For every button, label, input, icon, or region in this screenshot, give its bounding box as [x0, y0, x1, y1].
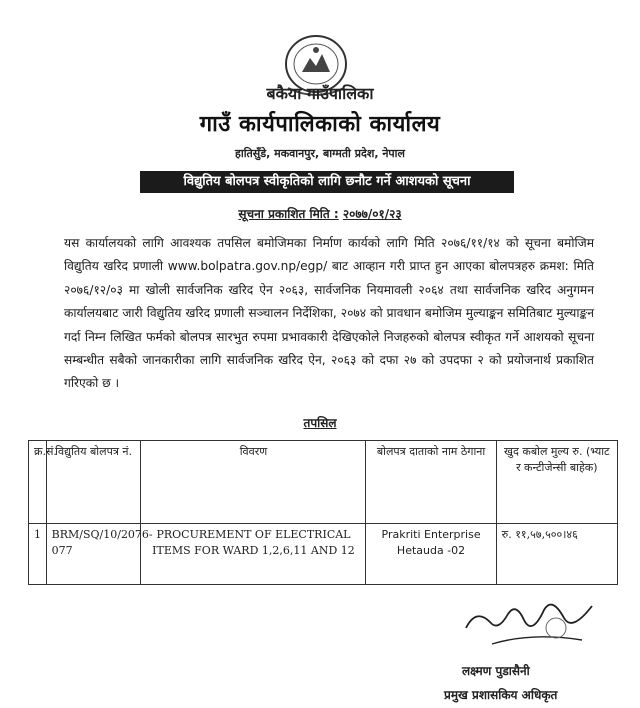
cell-bid-number: BRM/SQ/10/2076-077: [46, 524, 141, 585]
header-amount: खुद कबोल मुल्य रु. (भ्याट र कन्टीजेन्सी बाहेक): [496, 441, 617, 524]
details-table: [28, 440, 618, 585]
header-bid-number: विद्युतिय बोलपत्र नं.: [46, 441, 141, 524]
cell-description: PROCUREMENT OF ELECTRICAL ITEMS FOR WARD 1,2,6,11 AND 12: [141, 524, 366, 585]
cell-bidder: Prakriti Enterprise Hetauda -02: [366, 524, 496, 585]
header-bidder: बोलपत्र दाताको नाम ठेगाना: [366, 441, 496, 524]
publication-date-label: सूचना प्रकाशित मिति :: [238, 207, 339, 221]
cell-serial: 1: [29, 524, 47, 585]
signatory-title: प्रमुख प्रशासकिय अधिकृत: [444, 688, 558, 702]
table-row: [29, 524, 618, 585]
cell-amount: रु. ११,५७,५००।४६: [496, 524, 617, 585]
table-header-row: [29, 441, 618, 524]
header-description: विवरण: [141, 441, 366, 524]
publication-date-line: [0, 205, 640, 222]
handwritten-signature-icon: [452, 588, 602, 658]
office-address: हातिसुँडे, मकवानपुर, बाग्मती प्रदेश, नेपाल: [235, 147, 405, 160]
notice-paragraph: यस कार्यालयको लागि आवश्यक तपसिल बमोजिमका निर्माण कार्यको लागि मिति २०७६/११/१४ को सूचना बमोजिम विद्युतिय खरिद प्रणाली www.bolpatra.gov.np/egp/ बाट आव्हान गरी प्राप्त हुन आएका बोलपत्रहरु क्रमश: मिति २०७६/१२/०३ मा खोली सार्वजनिक खरिद ऐन २०६३, सार्वजनिक नियमावली २०६४ तथा सार्वजनिक खरिद अनुगमन कार्यालयबाट जारी विद्युतिय खरिद प्रणाली सञ्चालन निर्देशिका, २०७४ को प्रावधान बमोजिम मुल्याङ्कन समितिबाट मुल्याङ्कन गर्दा निम्न लिखित फर्मको बोलपत्र सारभुत रुपमा प्रभावकारी देखिएकोले निजहरुको बोलपत्र स्वीकृत गर्ने आशयको सूचना सम्बन्धीत सबैको जानकारीका लागि सार्वजनिक खरिद ऐन, २०६३ को दफा २७ को उपदफा २ को प्रयोजनार्थ प्रकाशित गरिएको छ ।: [64, 236, 594, 391]
signatory-name: लक्ष्मण पुडासैनी: [462, 664, 530, 678]
office-name: बकैया गाउँपालिका: [266, 84, 374, 103]
header-serial: क्र.सं.: [29, 441, 47, 524]
publication-date: २०७७/०१/२३: [342, 207, 402, 221]
notice-banner: विद्युतिय बोलपत्र स्वीकृतिको लागि छनौट गर्ने आशयको सूचना: [140, 171, 514, 193]
details-title: तपसिल: [303, 416, 337, 430]
office-subtitle: गाउँ कार्यपालिकाको कार्यालय: [199, 112, 441, 137]
